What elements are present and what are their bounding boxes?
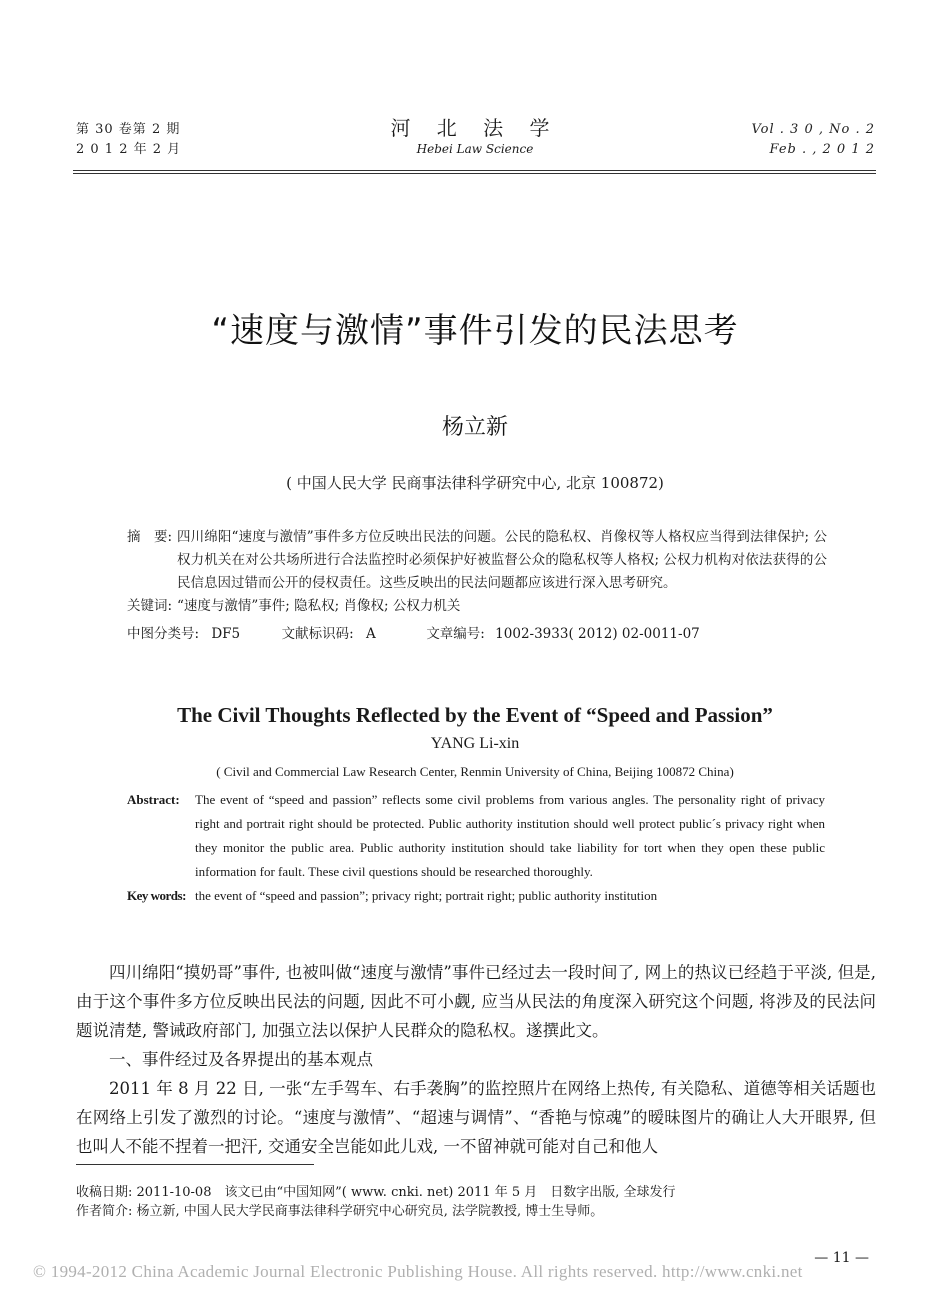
header-date-cn: 2 0 1 2 年 2 月 — [76, 142, 182, 157]
body-paragraph-2: 2011 年 8 月 22 日, 一张“左手驾车、右手袭胸”的监控照片在网络上热传, 有关隐私、道德等相关话题也在网络上引发了激烈的讨论。“速度与激情”、“超速与调情”、“香艳与惊魂”的暧昧图片的确让人大开眼界, 但也叫人不能不捏着一把汗, 交通安全岂能如此儿戏, 一不留神就可能对自己和他人 — [76, 1079, 876, 1156]
affiliation-en: ( Civil and Commercial Law Research Center, Renmin University of China, Beijing 100872 China) — [216, 764, 734, 779]
header-rule-bottom — [73, 173, 876, 174]
affiliation-cn: ( 中国人民大学 民商事法律科学研究中心, 北京 100872) — [286, 474, 664, 492]
main-body — [76, 958, 876, 1161]
author-name-cn: 杨立新 — [441, 415, 508, 440]
abstract-cn — [127, 526, 827, 646]
doc-code-value: A — [366, 626, 376, 642]
abstract-cn-label: 摘 要: — [127, 529, 173, 545]
author-name-en: YANG Li-xin — [430, 735, 520, 752]
footnote-rule — [76, 1164, 314, 1165]
article-title-en: The Civil Thoughts Reflected by the Event of “Speed and Passion” — [177, 703, 773, 727]
header-volume-en — [751, 120, 875, 160]
keywords-cn-label: 关键词: — [127, 598, 173, 614]
footnotes — [76, 1183, 876, 1221]
clc-value: DF5 — [211, 626, 241, 642]
abstract-en — [127, 788, 825, 908]
article-title-cn: “速度与激情”事件引发的民法思考 — [211, 311, 739, 351]
header-rule-top — [73, 170, 876, 171]
classification-row — [127, 623, 827, 646]
header-vol-no: Vol . 3 0 , No . 2 — [751, 122, 875, 137]
keywords-cn-text: “速度与激情”事件; 隐私权; 肖像权; 公权力机关 — [177, 598, 461, 614]
section-heading-1: 一、事件经过及各界提出的基本观点 — [109, 1050, 373, 1069]
abstract-en-label: Abstract: — [127, 792, 180, 807]
header-volume-issue: 第 30 卷第 2 期 — [76, 122, 181, 137]
body-paragraph-1: 四川绵阳“摸奶哥”事件, 也被叫做“速度与激情”事件已经过去一段时间了, 网上的热议已经趋于平淡, 但是, 由于这个事件多方位反映出民法的问题, 因此不可小觑, 应当从民法的角度深入研究这个问题, 将涉及的民法问题说清楚, 警诫政府部门, 加强立法以保护人民群众的隐私权。遂撰此文。 — [76, 963, 876, 1040]
footnote-author-bio: 作者简介: 杨立新, 中国人民大学民商事法律科学研究中心研究员, 法学院教授, 博士生导师。 — [76, 1204, 604, 1219]
abstract-cn-text: 四川绵阳“速度与激情”事件多方位反映出民法的问题。公民的隐私权、肖像权等人格权应当得到法律保护; 公权力机关在对公共场所进行合法监控时必须保护好被监督公众的隐私权等人格权; 公权力机构对依法获得的公民信息因过错而公开的侵权责任。这些反映出的民法问题都应该进行深入思考研究。 — [177, 529, 827, 591]
doc-code-label: 文献标识码: — [281, 626, 354, 642]
journal-name-cn: 河 北 法 学 — [390, 116, 560, 140]
article-number-value: 1002-3933( 2012) 02-0011-07 — [495, 626, 700, 642]
copyright-watermark: © 1994-2012 China Academic Journal Electronic Publishing House. All rights reserved. http://www.cnki.net — [33, 1262, 803, 1281]
article-number-label: 文章编号: — [426, 626, 485, 642]
keywords-en-label: Key words: — [127, 888, 186, 903]
footnote-received: 收稿日期: 2011-10-08 该文已由“中国知网”( www. cnki. net) 2011 年 5 月 日数字出版, 全球发行 — [76, 1185, 676, 1200]
abstract-en-text: The event of “speed and passion” reflects some civil problems from various angles. The personality right of privacy right and portrait right should be protected. Public authority institution should well protect public´s privacy right when they monitor the public area. Public authority institution should take liability for tort when they open these public information for fault. These civil questions should be researched thoroughly. — [195, 792, 825, 879]
journal-name-en: Hebei Law Science — [416, 142, 534, 156]
header-date-en: Feb . , 2 0 1 2 — [769, 142, 875, 157]
keywords-en-text: the event of “speed and passion”; privacy right; portrait right; public authority institution — [195, 888, 658, 903]
clc-label: 中图分类号: — [127, 626, 200, 642]
page-number: — 11 — — [814, 1250, 869, 1266]
